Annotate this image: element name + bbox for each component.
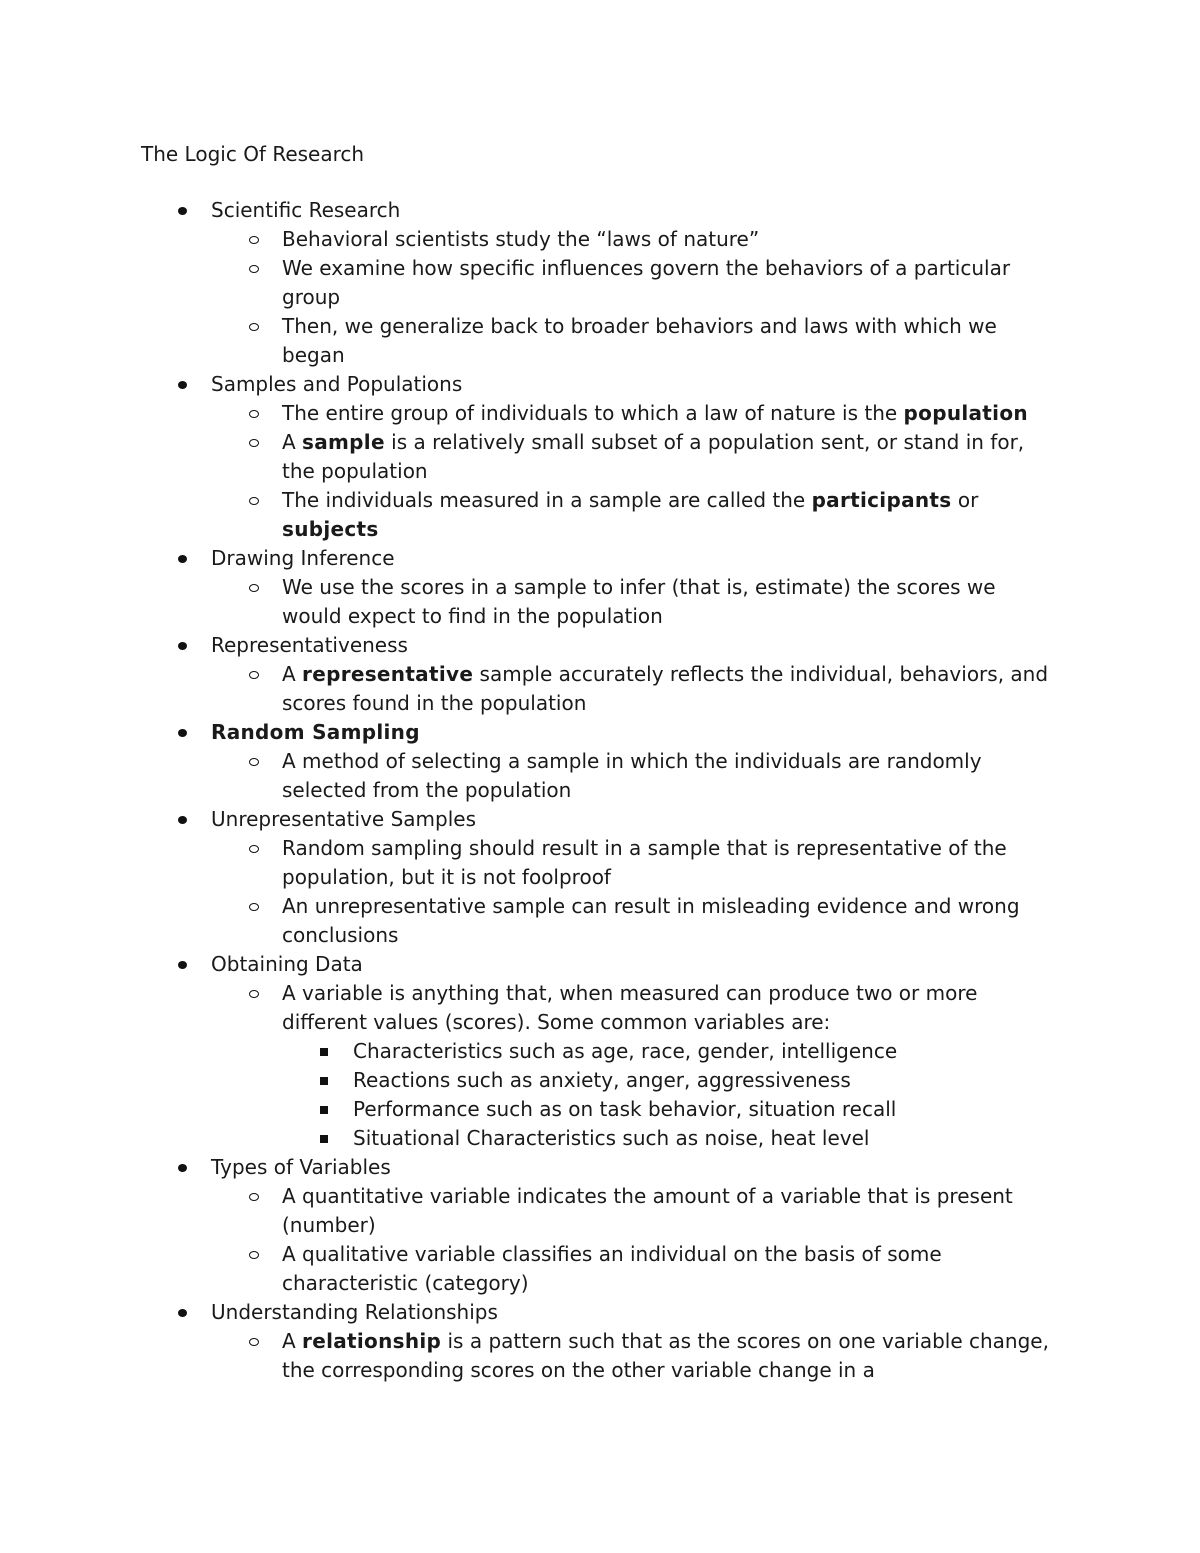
text-run: Performance such as on task behavior, situation recall: [353, 1097, 897, 1121]
text-run: A: [282, 430, 303, 454]
section-heading-text: [211, 370, 1060, 399]
filled-bullet-icon: [178, 1309, 187, 1317]
list-item: [211, 399, 1060, 428]
section-heading-text: [211, 718, 1060, 747]
text-run: Types of Variables: [211, 1155, 391, 1179]
text-run: A qualitative variable classifies an individual on the basis of some characteristic (category): [282, 1242, 942, 1295]
text-run: Unrepresentative Samples: [211, 807, 476, 831]
hollow-bullet-icon: [249, 1193, 259, 1201]
text-run: is a pattern such that as the scores on one variable change, the corresponding scores on the other variable change in a: [282, 1329, 1049, 1382]
text-run: Understanding Relationships: [211, 1300, 498, 1324]
list-item: [211, 892, 1060, 950]
sub-list: [211, 399, 1060, 544]
nested-list-item: [282, 1037, 1060, 1066]
sub-list: [211, 660, 1060, 718]
nested-list-item-text: [353, 1037, 1060, 1066]
sub-list: [211, 573, 1060, 631]
list-item-text: [282, 312, 1060, 370]
sub-list: [211, 1327, 1060, 1385]
hollow-bullet-icon: [249, 990, 259, 998]
document-title: The Logic Of Research: [141, 142, 365, 166]
square-bullet-icon: [320, 1106, 328, 1114]
text-run: Representativeness: [211, 633, 408, 657]
section-heading-text: [211, 1153, 1060, 1182]
list-item: [211, 225, 1060, 254]
section-heading: [0, 1298, 1200, 1385]
filled-bullet-icon: [178, 729, 187, 737]
list-item-text: [282, 573, 1060, 631]
text-run: or: [951, 488, 979, 512]
hollow-bullet-icon: [249, 903, 259, 911]
hollow-bullet-icon: [249, 1338, 259, 1346]
text-run: An unrepresentative sample can result in misleading evidence and wrong conclusions: [282, 894, 1020, 947]
section-heading-text: [211, 631, 1060, 660]
text-run: Reactions such as anxiety, anger, aggressiveness: [353, 1068, 851, 1092]
bold-term: relationship: [302, 1329, 442, 1353]
section-heading: [0, 1153, 1200, 1298]
section-heading-text: [211, 544, 1060, 573]
text-run: Random sampling should result in a sample that is representative of the population, but it is not foolproof: [282, 836, 1007, 889]
square-bullet-icon: [320, 1135, 328, 1143]
text-run: Samples and Populations: [211, 372, 463, 396]
list-item: [211, 486, 1060, 544]
list-item: [211, 747, 1060, 805]
section-heading: [0, 805, 1200, 950]
text-run: The individuals measured in a sample are called the: [282, 488, 812, 512]
text-run: The entire group of individuals to which a law of nature is the: [282, 401, 904, 425]
text-run: is a relatively small subset of a population sent, or stand in for, the population: [282, 430, 1025, 483]
text-run: sample accurately reflects the individual, behaviors, and scores found in the population: [282, 662, 1049, 715]
text-run: Drawing Inference: [211, 546, 395, 570]
list-item: [211, 573, 1060, 631]
filled-bullet-icon: [178, 1164, 187, 1172]
hollow-bullet-icon: [249, 671, 259, 679]
filled-bullet-icon: [178, 642, 187, 650]
sub-list: [211, 747, 1060, 805]
hollow-bullet-icon: [249, 439, 259, 447]
list-item: [211, 1182, 1060, 1240]
text-run: We use the scores in a sample to infer (that is, estimate) the scores we would expect to find in the population: [282, 575, 996, 628]
list-item: [211, 428, 1060, 486]
bold-term: Random Sampling: [211, 720, 420, 744]
text-run: A: [282, 662, 303, 686]
bold-term: sample: [302, 430, 385, 454]
list-item: [211, 660, 1060, 718]
outline-list: [0, 196, 1200, 1385]
text-run: A quantitative variable indicates the amount of a variable that is present (number): [282, 1184, 1013, 1237]
bold-term: representative: [302, 662, 474, 686]
list-item-text: [282, 747, 1060, 805]
list-item-text: [282, 660, 1060, 718]
nested-list-item-text: [353, 1095, 1060, 1124]
text-run: A method of selecting a sample in which the individuals are randomly selected from the population: [282, 749, 982, 802]
sub-list: [211, 979, 1060, 1153]
nested-list-item: [282, 1124, 1060, 1153]
text-run: Behavioral scientists study the “laws of nature”: [282, 227, 760, 251]
hollow-bullet-icon: [249, 758, 259, 766]
section-heading: [0, 631, 1200, 718]
square-bullet-icon: [320, 1048, 328, 1056]
list-item: [211, 1327, 1060, 1385]
list-item-text: [282, 1182, 1060, 1240]
text-run: Situational Characteristics such as noise, heat level: [353, 1126, 870, 1150]
filled-bullet-icon: [178, 555, 187, 563]
bold-term: population: [903, 401, 1028, 425]
sub-list: [211, 1182, 1060, 1298]
list-item-text: [282, 1327, 1060, 1385]
filled-bullet-icon: [178, 961, 187, 969]
list-item-text: [282, 486, 1060, 544]
nested-sub-list: [282, 1037, 1060, 1153]
filled-bullet-icon: [178, 816, 187, 824]
list-item: [211, 1240, 1060, 1298]
section-heading-text: [211, 805, 1060, 834]
section-heading: [0, 544, 1200, 631]
list-item-text: [282, 254, 1060, 312]
list-item: [211, 312, 1060, 370]
list-item-text: [282, 225, 1060, 254]
hollow-bullet-icon: [249, 584, 259, 592]
list-item-text: [282, 834, 1060, 892]
bold-term: participants: [811, 488, 952, 512]
hollow-bullet-icon: [249, 265, 259, 273]
bold-term: subjects: [282, 517, 379, 541]
text-run: We examine how specific influences govern the behaviors of a particular group: [282, 256, 1011, 309]
section-heading-text: [211, 196, 1060, 225]
text-run: Scientific Research: [211, 198, 401, 222]
section-heading-text: [211, 1298, 1060, 1327]
section-heading: [0, 370, 1200, 544]
square-bullet-icon: [320, 1077, 328, 1085]
list-item: [211, 254, 1060, 312]
text-run: Characteristics such as age, race, gender, intelligence: [353, 1039, 898, 1063]
list-item: [211, 979, 1060, 1153]
list-item: [211, 834, 1060, 892]
filled-bullet-icon: [178, 207, 187, 215]
hollow-bullet-icon: [249, 1251, 259, 1259]
nested-list-item: [282, 1095, 1060, 1124]
section-heading: [0, 718, 1200, 805]
text-run: A: [282, 1329, 303, 1353]
list-item-text: [282, 428, 1060, 486]
sub-list: [211, 834, 1060, 950]
nested-list-item-text: [353, 1124, 1060, 1153]
section-heading: [0, 950, 1200, 1153]
hollow-bullet-icon: [249, 845, 259, 853]
list-item-text: [282, 399, 1060, 428]
sub-list: [211, 225, 1060, 370]
section-heading-text: [211, 950, 1060, 979]
text-run: Then, we generalize back to broader behaviors and laws with which we began: [282, 314, 997, 367]
filled-bullet-icon: [178, 381, 187, 389]
text-run: A variable is anything that, when measured can produce two or more different values (scores). Some common variables are:: [282, 981, 978, 1034]
section-heading: [0, 196, 1200, 370]
list-item-text: [282, 1240, 1060, 1298]
list-item-text: [282, 979, 1060, 1037]
nested-list-item: [282, 1066, 1060, 1095]
hollow-bullet-icon: [249, 410, 259, 418]
hollow-bullet-icon: [249, 323, 259, 331]
list-item-text: [282, 892, 1060, 950]
text-run: Obtaining Data: [211, 952, 363, 976]
hollow-bullet-icon: [249, 497, 259, 505]
hollow-bullet-icon: [249, 236, 259, 244]
nested-list-item-text: [353, 1066, 1060, 1095]
